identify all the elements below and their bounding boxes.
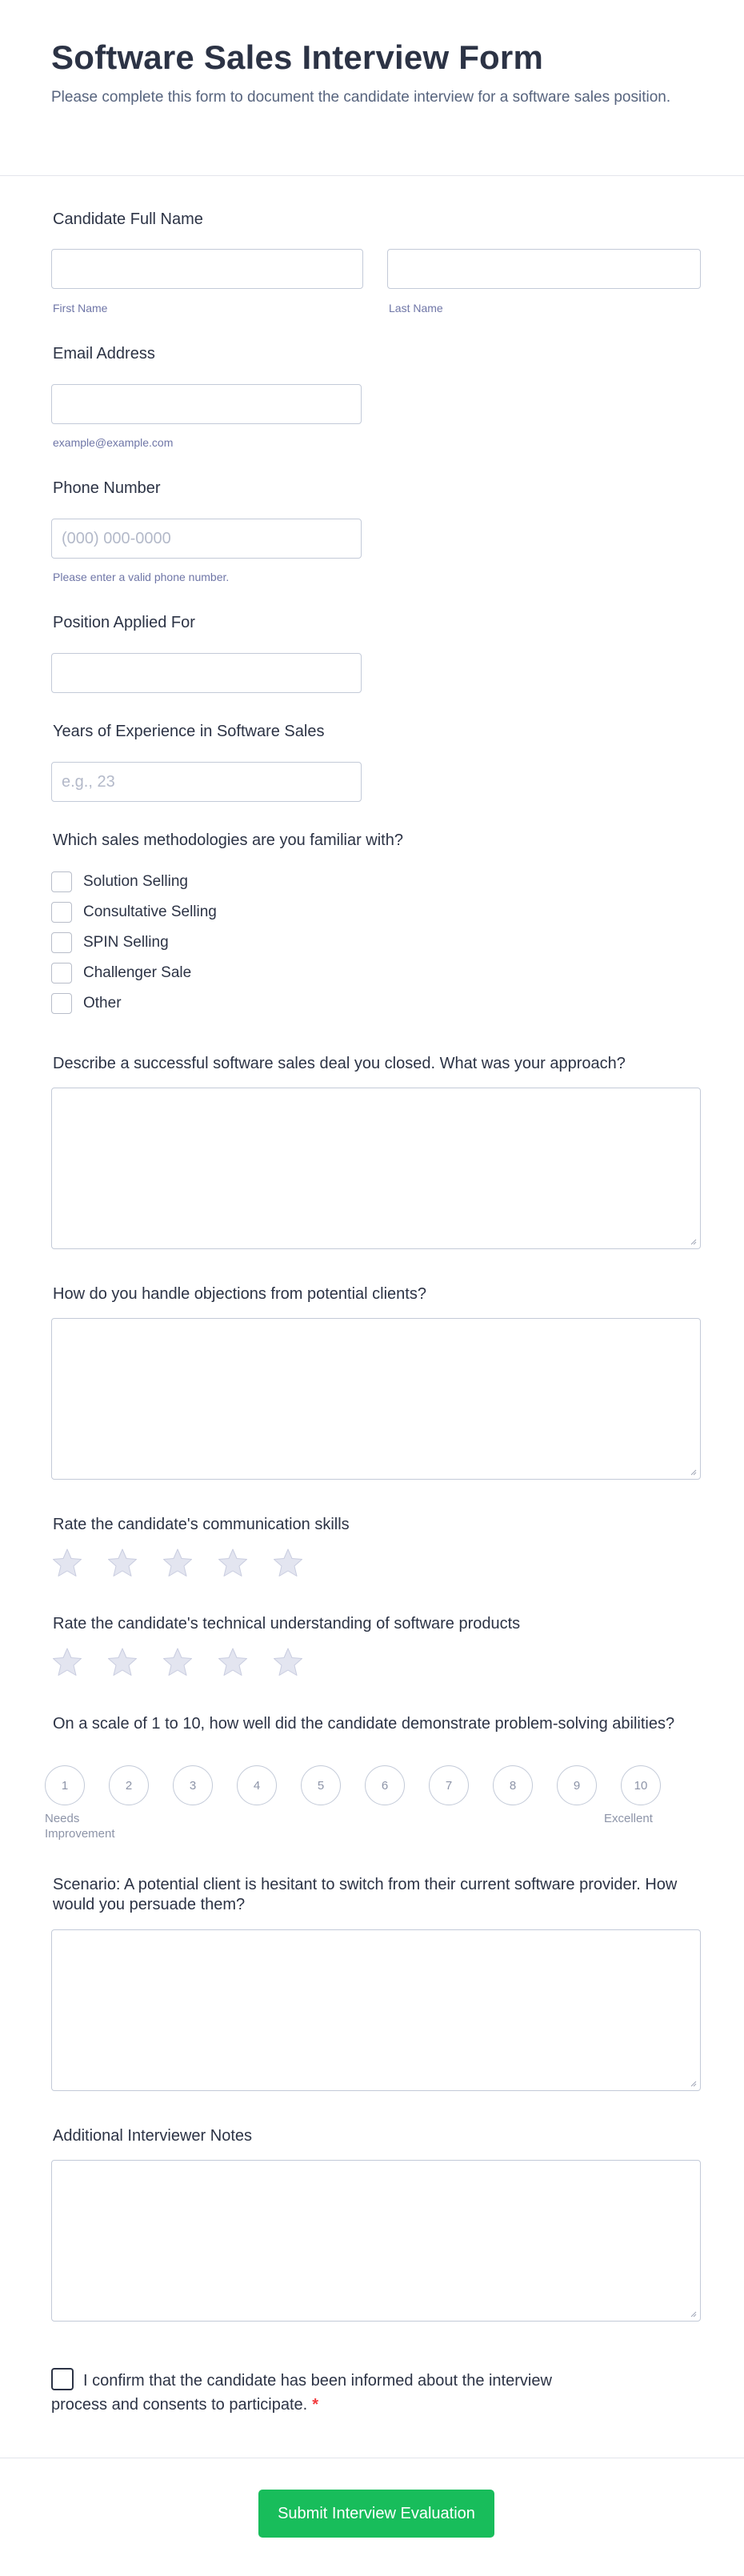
experience-label: Years of Experience in Software Sales bbox=[53, 723, 325, 740]
star-icon[interactable] bbox=[272, 1547, 304, 1579]
methodology-option[interactable] bbox=[51, 962, 191, 984]
scenario-label: Scenario: A potential client is hesitant to switch from their current software provider. How would you persuade them? bbox=[53, 1876, 678, 1913]
methodology-option[interactable] bbox=[51, 901, 217, 923]
resize-grip-icon[interactable] bbox=[689, 2310, 697, 2318]
deal-label: Describe a successful software sales deal you closed. What was your approach? bbox=[53, 1055, 626, 1072]
scale-option[interactable]: 7 bbox=[429, 1765, 469, 1805]
email-sublabel: example@example.com bbox=[53, 436, 174, 449]
resize-grip-icon[interactable] bbox=[689, 1468, 697, 1476]
scale-low-label: Needs Improvement bbox=[45, 1812, 115, 1841]
notes-label: Additional Interviewer Notes bbox=[53, 2127, 253, 2145]
scale-option[interactable]: 6 bbox=[365, 1765, 405, 1805]
star-icon[interactable] bbox=[51, 1646, 83, 1678]
methodology-checkbox[interactable] bbox=[51, 932, 72, 953]
communication-star-rating[interactable] bbox=[51, 1547, 304, 1579]
star-icon[interactable] bbox=[162, 1646, 194, 1678]
deal-textarea[interactable] bbox=[51, 1088, 701, 1249]
full-name-label: Candidate Full Name bbox=[53, 210, 203, 228]
star-icon[interactable] bbox=[106, 1646, 138, 1678]
objections-label: How do you handle objections from potential clients? bbox=[53, 1285, 426, 1303]
position-input[interactable] bbox=[51, 653, 362, 693]
star-icon[interactable] bbox=[106, 1547, 138, 1579]
last-name-input[interactable] bbox=[387, 249, 701, 289]
scenario-textarea[interactable] bbox=[51, 1929, 701, 2091]
required-mark: * bbox=[312, 2396, 318, 2414]
methodology-checkbox[interactable] bbox=[51, 902, 72, 923]
methodology-option-label: Other bbox=[83, 995, 122, 1012]
problem-solving-scale bbox=[45, 1765, 685, 1805]
methodology-option[interactable] bbox=[51, 871, 188, 893]
star-icon[interactable] bbox=[217, 1646, 249, 1678]
methodologies-label: Which sales methodologies are you familiar with? bbox=[53, 831, 403, 849]
star-icon[interactable] bbox=[51, 1547, 83, 1579]
methodology-checkbox[interactable] bbox=[51, 993, 72, 1014]
methodology-option-label: Solution Selling bbox=[83, 873, 188, 890]
methodology-option[interactable] bbox=[51, 931, 169, 954]
scale-option[interactable]: 3 bbox=[173, 1765, 213, 1805]
form-header bbox=[0, 0, 744, 176]
objections-textarea[interactable] bbox=[51, 1318, 701, 1480]
methodology-option-label: Challenger Sale bbox=[83, 964, 192, 981]
methodology-option-label: SPIN Selling bbox=[83, 934, 169, 951]
first-name-input[interactable] bbox=[51, 249, 363, 289]
last-name-sublabel: Last Name bbox=[389, 302, 443, 314]
scale-option[interactable]: 8 bbox=[493, 1765, 533, 1805]
scale-option[interactable]: 4 bbox=[237, 1765, 277, 1805]
scale-option[interactable]: 2 bbox=[109, 1765, 149, 1805]
notes-textarea[interactable] bbox=[51, 2160, 701, 2322]
methodology-checkbox[interactable] bbox=[51, 963, 72, 984]
scale-option[interactable]: 5 bbox=[301, 1765, 341, 1805]
problem-solving-label: On a scale of 1 to 10, how well did the candidate demonstrate problem-solving abilities? bbox=[53, 1715, 675, 1733]
phone-label: Phone Number bbox=[53, 479, 161, 497]
email-label: Email Address bbox=[53, 345, 155, 363]
resize-grip-icon[interactable] bbox=[689, 2079, 697, 2087]
position-label: Position Applied For bbox=[53, 614, 195, 631]
form-subtitle: Please complete this form to document the candidate interview for a software sales position. bbox=[51, 89, 671, 106]
form-title: Software Sales Interview Form bbox=[51, 38, 544, 76]
first-name-sublabel: First Name bbox=[53, 302, 108, 314]
methodology-option-label: Consultative Selling bbox=[83, 903, 217, 920]
communication-label: Rate the candidate's communication skills bbox=[53, 1516, 350, 1533]
star-icon[interactable] bbox=[272, 1646, 304, 1678]
star-icon[interactable] bbox=[162, 1547, 194, 1579]
resize-grip-icon[interactable] bbox=[689, 1237, 697, 1245]
email-input[interactable] bbox=[51, 384, 362, 424]
phone-input[interactable] bbox=[51, 519, 362, 559]
technical-label: Rate the candidate's technical understanding of software products bbox=[53, 1615, 521, 1633]
scale-option[interactable]: 10 bbox=[621, 1765, 661, 1805]
submit-button[interactable]: Submit Interview Evaluation bbox=[258, 2490, 494, 2538]
scale-option[interactable]: 9 bbox=[557, 1765, 597, 1805]
experience-input[interactable] bbox=[51, 762, 362, 802]
methodology-checkbox[interactable] bbox=[51, 871, 72, 892]
consent-label: I confirm that the candidate has been informed about the interview process and consents to participate. bbox=[51, 2372, 552, 2414]
star-icon[interactable] bbox=[217, 1547, 249, 1579]
consent-statement[interactable] bbox=[51, 2369, 611, 2417]
phone-sublabel: Please enter a valid phone number. bbox=[53, 571, 230, 583]
scale-option[interactable]: 1 bbox=[45, 1765, 85, 1805]
methodology-option[interactable] bbox=[51, 992, 122, 1015]
technical-star-rating[interactable] bbox=[51, 1646, 304, 1678]
scale-high-label: Excellent bbox=[604, 1812, 653, 1825]
